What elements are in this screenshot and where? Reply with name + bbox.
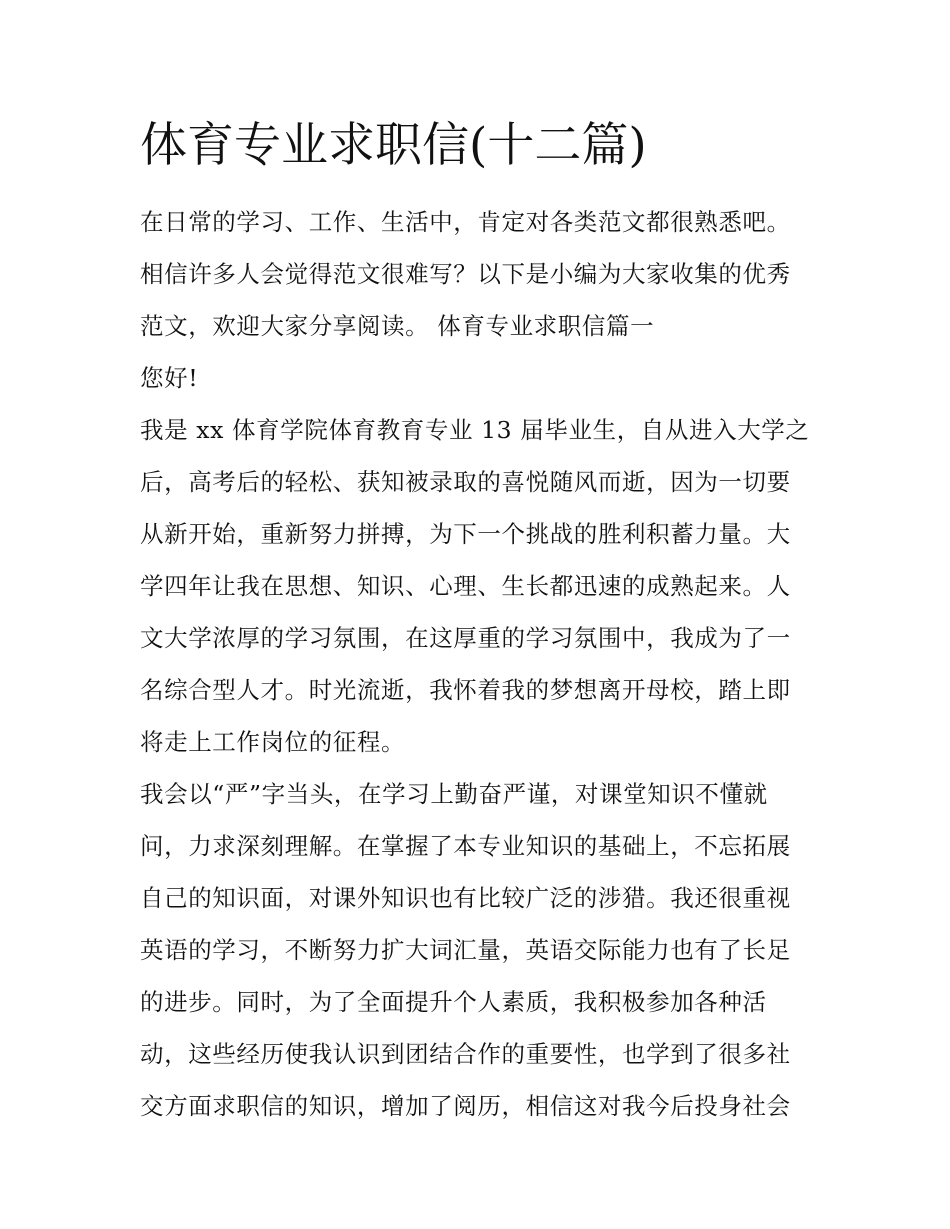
text-line: 英语的学习，不断努力扩大词汇量，英语交际能力也有了长足: [140, 936, 791, 964]
text-line: 后，高考后的轻松、获知被录取的喜悦随风而逝，因为一切要: [140, 468, 791, 496]
text-line: 我是 xx 体育学院体育教育专业 13 届毕业生，自从进入大学之: [140, 416, 810, 444]
text-line: 交方面求职信的知识，增加了阅历，相信这对我今后投身社会: [140, 1092, 791, 1120]
text-line: 从新开始，重新努力拼搏，为下一个挑战的胜利积蓄力量。大: [140, 520, 791, 548]
text-line: 将走上工作岗位的征程。: [140, 728, 406, 756]
text-line: 范文，欢迎大家分享阅读。 体育专业求职信篇一: [140, 312, 655, 340]
text-line: 文大学浓厚的学习氛围，在这厚重的学习氛围中，我成为了一: [140, 624, 791, 652]
text-line: 的进步。同时，为了全面提升个人素质，我积极参加各种活: [140, 988, 767, 1016]
document-title: 体育专业求职信(十二篇): [140, 118, 647, 173]
text-line: 在日常的学习、工作、生活中，肯定对各类范文都很熟悉吧。: [140, 208, 791, 236]
document-body: [140, 202, 820, 1138]
greeting-line: 您好!: [140, 364, 199, 392]
text-line: 问，力求深刻理解。在掌握了本专业知识的基础上，不忘拓展: [140, 832, 791, 860]
text-line: 学四年让我在思想、知识、心理、生长都迅速的成熟起来。人: [140, 572, 791, 600]
text-line: 相信许多人会觉得范文很难写？以下是小编为大家收集的优秀: [140, 260, 791, 288]
text-line: 我会以“严”字当头，在学习上勤奋严谨，对课堂知识不懂就: [140, 780, 768, 808]
text-line: 名综合型人才。时光流逝，我怀着我的梦想离开母校，踏上即: [140, 676, 791, 704]
text-line: 自己的知识面，对课外知识也有比较广泛的涉猎。我还很重视: [140, 884, 791, 912]
text-line: 动，这些经历使我认识到团结合作的重要性，也学到了很多社: [140, 1040, 791, 1068]
